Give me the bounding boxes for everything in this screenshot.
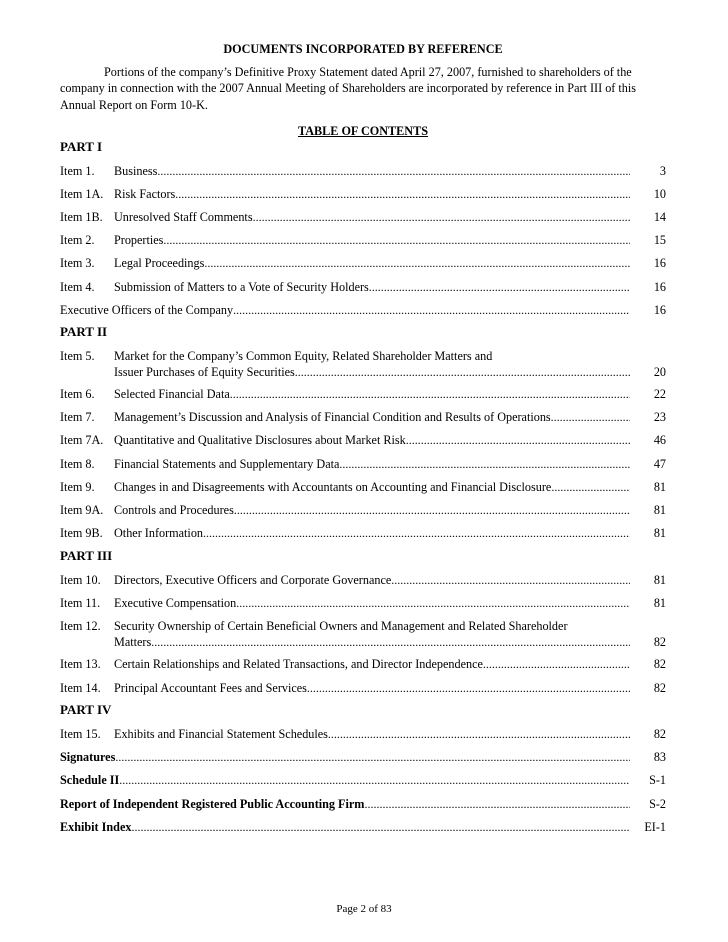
entry-title: Schedule II xyxy=(60,773,120,787)
dot-leader xyxy=(253,209,630,225)
toc-entry-item-7a[interactable] xyxy=(60,432,666,448)
dot-leader xyxy=(483,656,630,672)
entry-title: Financial Statements and Supplementary Data xyxy=(114,457,340,471)
toc-entry-item-10[interactable] xyxy=(60,572,666,588)
entry-page: 23 xyxy=(653,410,666,424)
dot-leader xyxy=(406,432,630,448)
toc-entry-item-9b[interactable] xyxy=(60,525,666,541)
dot-leader xyxy=(151,634,630,650)
entry-page: 81 xyxy=(653,503,666,517)
entry-title: Executive Compensation xyxy=(114,596,237,610)
part-iv-heading: PART IV xyxy=(60,702,112,717)
dot-leader xyxy=(115,749,630,765)
toc-entry-item-12[interactable] xyxy=(60,618,666,650)
dot-leader xyxy=(551,409,630,425)
entry-title: Directors, Executive Officers and Corporate Governance xyxy=(114,573,392,587)
entry-page: 81 xyxy=(653,526,666,540)
entry-title: Exhibit Index xyxy=(60,820,132,834)
entry-title: Business xyxy=(114,164,158,178)
entry-number: Item 4. xyxy=(60,280,95,294)
part-iii-heading: PART III xyxy=(60,548,113,563)
entry-page: 47 xyxy=(653,457,666,471)
entry-page: 82 xyxy=(653,727,666,741)
toc-heading: TABLE OF CONTENTS xyxy=(297,124,429,138)
entry-number: Item 11. xyxy=(60,596,101,610)
entry-number: Item 13. xyxy=(60,657,101,671)
entry-title: Changes in and Disagreements with Accountants on Accounting and Financial Disclosure xyxy=(114,480,552,494)
toc-entry-item-1a[interactable] xyxy=(60,186,666,202)
entry-number: Item 14. xyxy=(60,681,101,695)
part-ii-heading: PART II xyxy=(60,324,108,339)
dot-leader xyxy=(551,479,630,495)
toc-entry-item-4[interactable] xyxy=(60,279,666,295)
entry-page: S-1 xyxy=(649,773,666,787)
dot-leader xyxy=(163,232,630,248)
entry-title-line2: Matters xyxy=(114,635,152,649)
entry-title: Unresolved Staff Comments xyxy=(114,210,253,224)
entry-title: Submission of Matters to a Vote of Security Holders xyxy=(114,280,369,294)
dot-leader xyxy=(203,525,630,541)
toc-entry-auditor-report[interactable] xyxy=(60,796,666,812)
entry-title: Signatures xyxy=(60,750,116,764)
entry-number: Item 10. xyxy=(60,573,101,587)
dot-leader xyxy=(230,386,630,402)
dot-leader xyxy=(364,796,630,812)
toc-entry-item-5[interactable] xyxy=(60,348,666,380)
entry-page: 10 xyxy=(653,187,666,201)
entry-number: Item 12. xyxy=(60,619,101,633)
entry-page: 22 xyxy=(653,387,666,401)
dot-leader xyxy=(234,502,630,518)
entry-number: Item 1A. xyxy=(60,187,104,201)
entry-page: 83 xyxy=(653,750,666,764)
entry-number: Item 1B. xyxy=(60,210,103,224)
entry-title: Other Information xyxy=(114,526,204,540)
dot-leader xyxy=(328,726,630,742)
entry-page: 15 xyxy=(653,233,666,247)
dot-leader xyxy=(295,364,630,380)
entry-title: Exhibits and Financial Statement Schedules xyxy=(114,727,328,741)
toc-entry-exhibit-index[interactable] xyxy=(60,819,666,835)
entry-number: Item 3. xyxy=(60,256,95,270)
toc-entry-signatures[interactable] xyxy=(60,749,666,765)
entry-number: Item 9. xyxy=(60,480,95,494)
entry-page: 81 xyxy=(653,480,666,494)
entry-title-line2: Issuer Purchases of Equity Securities xyxy=(114,365,295,379)
page-number-footer: Page 2 of 83 xyxy=(336,903,392,915)
toc-entry-item-14[interactable] xyxy=(60,680,666,696)
entry-page: 16 xyxy=(653,280,666,294)
dot-leader xyxy=(339,456,630,472)
entry-number: Item 1. xyxy=(60,164,95,178)
entry-page: 82 xyxy=(653,635,666,649)
dot-leader xyxy=(236,595,630,611)
entry-title: Controls and Procedures xyxy=(114,503,234,517)
entry-page: 16 xyxy=(653,303,666,317)
entry-page: 82 xyxy=(653,681,666,695)
entry-title: Selected Financial Data xyxy=(114,387,230,401)
documents-incorporated-heading: DOCUMENTS INCORPORATED BY REFERENCE xyxy=(223,42,503,56)
entry-title: Quantitative and Qualitative Disclosures about Market Risk xyxy=(114,433,406,447)
entry-number: Item 7. xyxy=(60,410,95,424)
entry-page: 81 xyxy=(653,573,666,587)
entry-title-line1: Security Ownership of Certain Beneficial Owners and Management and Related Shareholder xyxy=(114,619,568,633)
entry-title: Properties xyxy=(114,233,164,247)
dot-leader xyxy=(233,302,630,318)
entry-page: 46 xyxy=(653,433,666,447)
entry-page: 16 xyxy=(653,256,666,270)
toc-entry-item-13[interactable] xyxy=(60,656,666,672)
toc-entry-item-1b[interactable] xyxy=(60,209,666,225)
toc-entry-item-9[interactable] xyxy=(60,479,666,495)
dot-leader xyxy=(391,572,630,588)
intro-text: Portions of the company’s Definitive Proxy Statement dated April 27, 2007, furnished to shareholders of the company in connection with the 2007 Annual Meeting of Shareholders are incorporated by reference in Part III of this Annual Report on Form 10-K. xyxy=(60,65,637,112)
toc-entry-executive-officers[interactable] xyxy=(60,302,666,318)
entry-page: EI-1 xyxy=(644,820,666,834)
entry-number: Item 7A. xyxy=(60,433,104,447)
dot-leader xyxy=(204,255,630,271)
entry-title-line1: Market for the Company’s Common Equity, Related Shareholder Matters and xyxy=(114,349,493,363)
part-i-heading: PART I xyxy=(60,139,103,154)
toc-entry-item-7[interactable] xyxy=(60,409,666,425)
dot-leader xyxy=(369,279,630,295)
entry-page: S-2 xyxy=(649,797,666,811)
entry-title: Management’s Discussion and Analysis of Financial Condition and Results of Operations xyxy=(114,410,551,424)
entry-page: 14 xyxy=(653,210,666,224)
toc-entry-item-2[interactable] xyxy=(60,232,666,248)
entry-number: Item 15. xyxy=(60,727,101,741)
toc-entry-item-11[interactable] xyxy=(60,595,666,611)
dot-leader xyxy=(307,680,630,696)
entry-title: Report of Independent Registered Public Accounting Firm xyxy=(60,797,365,811)
entry-number: Item 9A. xyxy=(60,503,104,517)
toc-entry-item-8[interactable] xyxy=(60,456,666,472)
toc-entry-item-9a[interactable] xyxy=(60,502,666,518)
toc-entry-schedule-ii[interactable] xyxy=(60,772,666,788)
entry-number: Item 9B. xyxy=(60,526,103,540)
toc-entry-item-1[interactable] xyxy=(60,163,666,179)
entry-number: Item 6. xyxy=(60,387,95,401)
dot-leader xyxy=(119,772,630,788)
entry-page: 20 xyxy=(653,365,666,379)
entry-number: Item 8. xyxy=(60,457,95,471)
entry-title: Risk Factors xyxy=(114,187,176,201)
intro-paragraph xyxy=(60,64,666,113)
toc-entry-item-6[interactable] xyxy=(60,386,666,402)
entry-page: 81 xyxy=(653,596,666,610)
entry-page: 3 xyxy=(659,164,666,178)
entry-title: Legal Proceedings xyxy=(114,256,205,270)
dot-leader xyxy=(175,186,630,202)
toc-entry-item-15[interactable] xyxy=(60,726,666,742)
entry-number: Item 5. xyxy=(60,349,95,363)
dot-leader xyxy=(157,163,630,179)
entry-number: Item 2. xyxy=(60,233,95,247)
entry-title: Executive Officers of the Company xyxy=(60,303,234,317)
entry-title: Certain Relationships and Related Transactions, and Director Independence xyxy=(114,657,483,671)
entry-title: Principal Accountant Fees and Services xyxy=(114,681,307,695)
toc-entry-item-3[interactable] xyxy=(60,255,666,271)
dot-leader xyxy=(131,819,630,835)
entry-page: 82 xyxy=(653,657,666,671)
